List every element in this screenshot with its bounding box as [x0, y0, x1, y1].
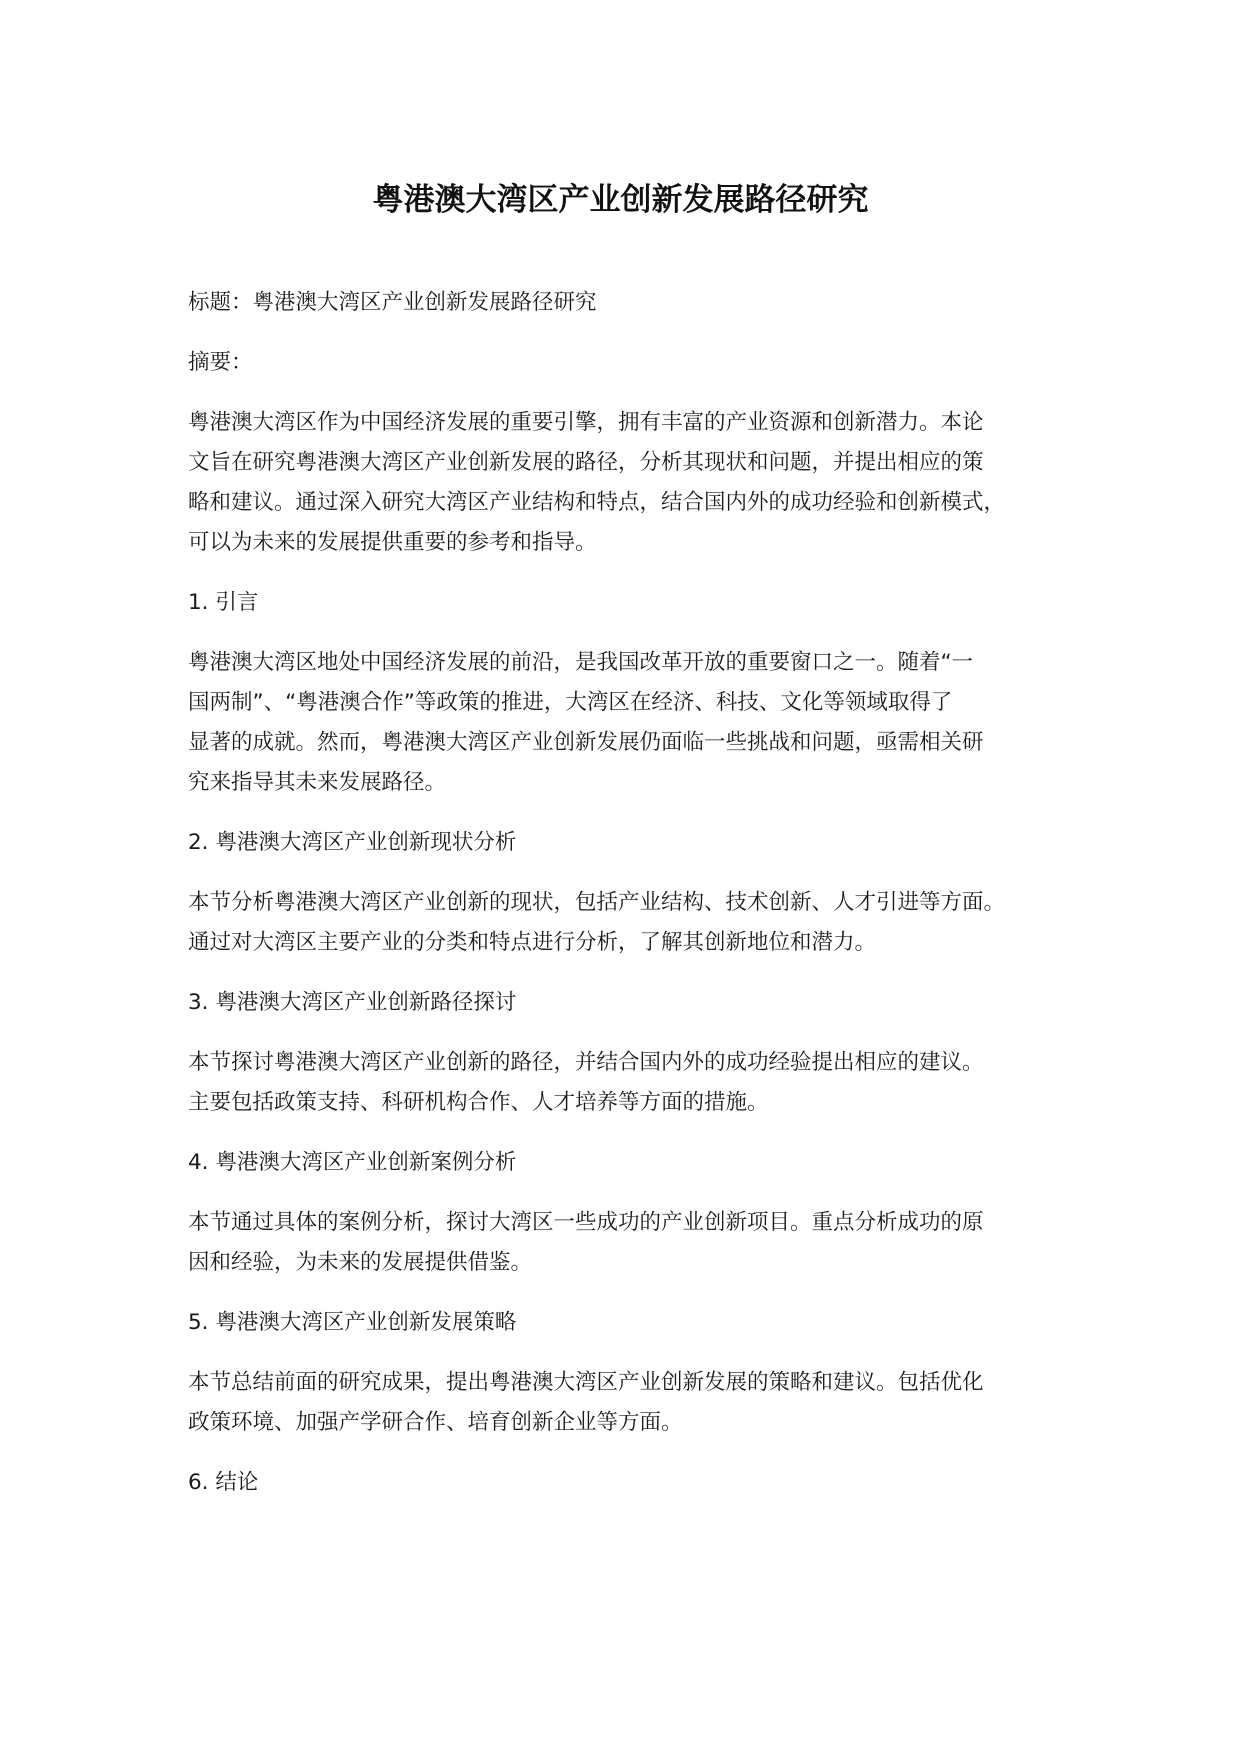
text-line: 主要包括政策支持、科研机构合作、人才培养等方面的措施。 — [188, 1090, 769, 1115]
text-line: 1. 引言 — [188, 590, 259, 615]
text-line: 本节通过具体的案例分析，探讨大湾区一些成功的产业创新项目。重点分析成功的原 — [188, 1210, 984, 1235]
text-line: 略和建议。通过深入研究大湾区产业结构和特点，结合国内外的成功经验和创新模式， — [188, 490, 1006, 515]
paragraph — [188, 883, 1078, 963]
text-line: 5. 粤港澳大湾区产业创新发展策略 — [188, 1310, 517, 1335]
section-heading — [188, 1303, 1078, 1343]
section-heading — [188, 1143, 1078, 1183]
text-line: 显著的成就。然而，粤港澳大湾区产业创新发展仍面临一些挑战和问题，亟需相关研 — [188, 730, 984, 755]
paragraph — [188, 403, 1078, 563]
section-heading — [188, 1463, 1078, 1503]
paragraph — [188, 1203, 1078, 1283]
text-line: 究来指导其未来发展路径。 — [188, 770, 447, 795]
text-line: 粤港澳大湾区地处中国经济发展的前沿，是我国改革开放的重要窗口之一。随着“一 — [188, 650, 974, 675]
text-line: 2. 粤港澳大湾区产业创新现状分析 — [188, 830, 517, 855]
text-line: 通过对大湾区主要产业的分类和特点进行分析，了解其创新地位和潜力。 — [188, 930, 877, 955]
text-line: 国两制”、“粤港澳合作”等政策的推进，大湾区在经济、科技、文化等领域取得了 — [188, 690, 953, 715]
section-heading — [188, 583, 1078, 623]
text-line: 3. 粤港澳大湾区产业创新路径探讨 — [188, 990, 517, 1015]
paragraph — [188, 1043, 1078, 1123]
text-line: 4. 粤港澳大湾区产业创新案例分析 — [188, 1150, 517, 1175]
section-heading — [188, 983, 1078, 1023]
text-line: 本节分析粤港澳大湾区产业创新的现状，包括产业结构、技术创新、人才引进等方面。 — [188, 890, 1006, 915]
text-line: 政策环境、加强产学研合作、培育创新企业等方面。 — [188, 1410, 683, 1435]
text-line: 文旨在研究粤港澳大湾区产业创新发展的路径，分析其现状和问题，并提出相应的策 — [188, 450, 984, 475]
paragraph — [188, 643, 1078, 803]
document-label — [188, 343, 1078, 383]
document-title: 粤港澳大湾区产业创新发展路径研究 — [372, 182, 869, 218]
text-line: 因和经验，为未来的发展提供借鉴。 — [188, 1250, 533, 1275]
text-line: 本节总结前面的研究成果，提出粤港澳大湾区产业创新发展的策略和建议。包括优化 — [188, 1370, 984, 1395]
text-line: 摘要： — [188, 350, 253, 375]
text-line: 本节探讨粤港澳大湾区产业创新的路径，并结合国内外的成功经验提出相应的建议。 — [188, 1050, 984, 1075]
section-heading — [188, 823, 1078, 863]
document-body — [188, 283, 1078, 1523]
text-line: 6. 结论 — [188, 1470, 259, 1495]
document-label — [188, 283, 1078, 323]
text-line: 标题：粤港澳大湾区产业创新发展路径研究 — [188, 290, 597, 315]
paragraph — [188, 1363, 1078, 1443]
text-line: 粤港澳大湾区作为中国经济发展的重要引擎，拥有丰富的产业资源和创新潜力。本论 — [188, 410, 984, 435]
text-line: 可以为未来的发展提供重要的参考和指导。 — [188, 530, 597, 555]
